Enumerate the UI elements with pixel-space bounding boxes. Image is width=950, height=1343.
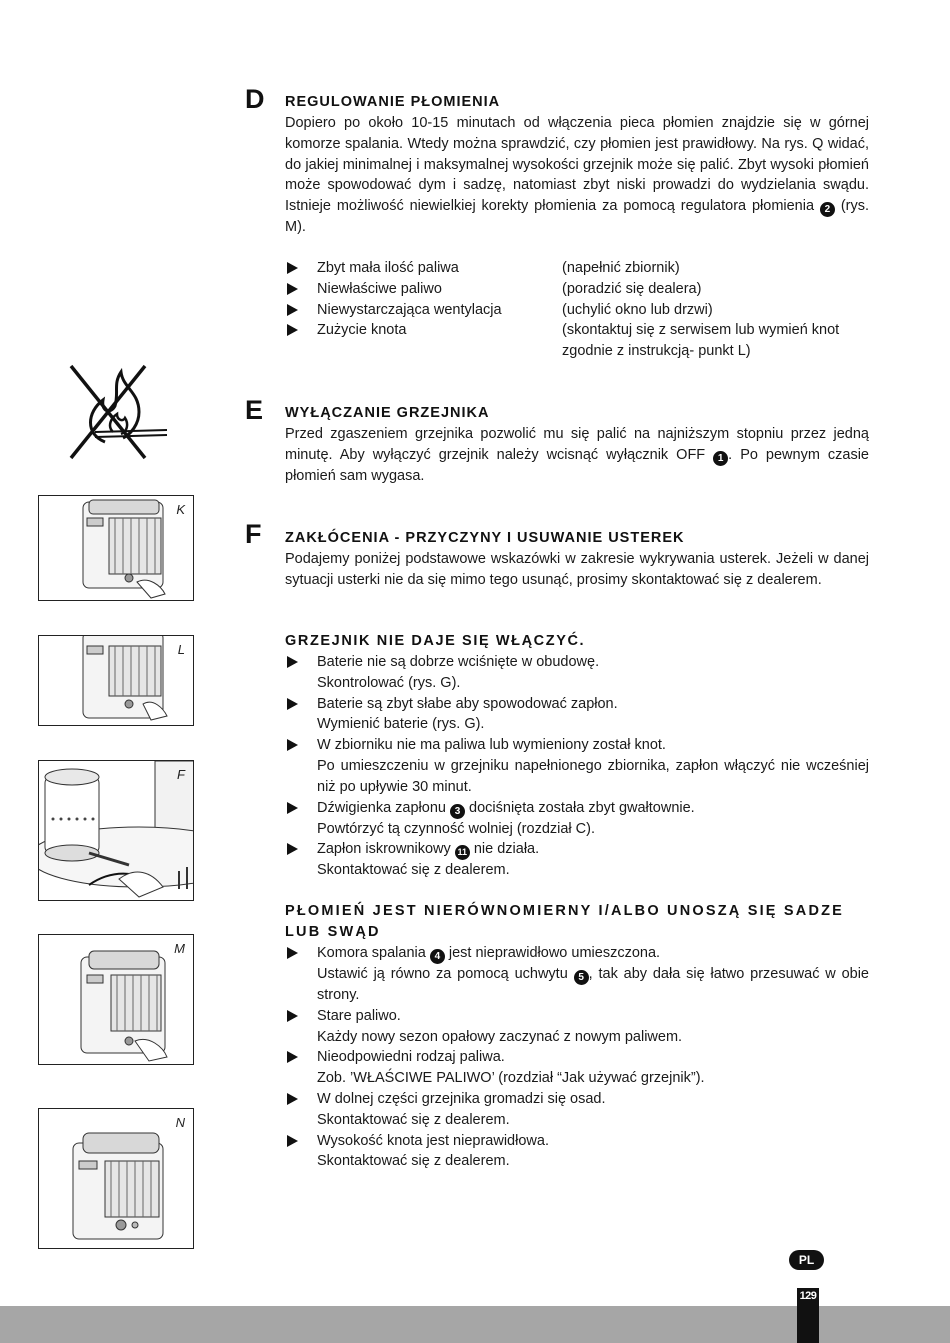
cause-row: Niewystarczająca wentylacja (uchylić okno lub drzwi): [285, 300, 869, 321]
page-number: 129: [799, 1290, 817, 1302]
flame-causes-table: [285, 258, 869, 362]
bullet-arrow-icon: [287, 1010, 298, 1022]
list-item: Nieodpowiedni rodzaj paliwa. Zob. ’WŁAŚCIWE PALIWO’ (rozdział “Jak używać grzejnik”).: [285, 1047, 869, 1089]
heater-illustration: [39, 935, 194, 1065]
bullet-arrow-icon: [287, 947, 298, 959]
component-number-badge: 2: [820, 202, 835, 217]
section-e-paragraph: Przed zgaszeniem grzejnika pozwolić mu się palić na najniższym stopniu przez jedną minutę. Aby wyłączyć grzejnik należy wcisnąć wyłącznik OFF 1 . Po pewnym czasie płomień sam wygasa.: [285, 426, 869, 484]
list-item: Dźwigienka zapłonu 3 dociśnięta została zbyt gwałtownie. Powtórzyć tą czynność wolniej (rozdział C).: [285, 798, 869, 840]
bullet-arrow-icon: [287, 1093, 298, 1105]
no-flame-warning-icon: [65, 362, 170, 462]
section-d-title: REGULOWANIE PŁOMIENIA: [285, 94, 501, 110]
bullet-arrow-icon: [287, 1051, 298, 1063]
section-f-title: ZAKŁÓCENIA - PRZYCZYNY I USUWANIE USTEREK: [285, 530, 685, 546]
figure-l: [38, 635, 194, 726]
figure-label: L: [177, 642, 185, 657]
bullet-arrow-icon: [287, 1135, 298, 1147]
figure-label: F: [177, 767, 185, 782]
list-item: Baterie są zbyt słabe aby spowodować zapłon. Wymienić baterie (rys. G).: [285, 694, 869, 736]
fuel-tank-illustration: [39, 761, 194, 901]
no-ignition-list: [285, 652, 869, 881]
section-e-title: WYŁĄCZANIE GRZEJNIKA: [285, 405, 490, 421]
list-item: Stare paliwo. Każdy nowy sezon opałowy zaczynać z nowym paliwem.: [285, 1006, 869, 1048]
language-badge: PL: [789, 1250, 824, 1270]
section-f-intro: Podajemy poniżej podstawowe wskazówki w zakresie wykrywania usterek. Jeżeli w danej sytuacji usterki nie da się mimo tego usunąć, prosimy skontaktować się z dealerem.: [285, 551, 869, 588]
cause-row: Zbyt mała ilość paliwa (napełnić zbiornik): [285, 258, 869, 279]
bullet-arrow-icon: [287, 698, 298, 710]
section-d-paragraph: Dopiero po około 10-15 minutach od włączenia pieca płomien znajdzie się w górnej komorze spalania. Wtedy można sprawdzić, czy płomien jest prawidłowy. Na rys. Q widać, do jakiej minimalnej i maksymalnej wysokości grzejnik może się palić. Zbyt wysoki płomień może spowodować dym i sadzę, natomiast zbyt niski prowadzi do wydzielania swądu. Istnieje możliwość niewielkiej korekty płomienia za pomocą regulatora płomienia 2 (rys. M).: [285, 115, 870, 236]
section-letter-d: D: [245, 84, 265, 114]
cause-row: Niewłaściwe paliwo (poradzić się dealera): [285, 279, 869, 300]
subsection-no-ignition-title: GRZEJNIK NIE DAJE SIĘ WŁĄCZYĆ.: [285, 633, 586, 649]
bullet-arrow-icon: [287, 283, 298, 295]
list-item: Zapłon iskrownikowy 11 nie działa. Skontaktować się z dealerem.: [285, 839, 869, 881]
component-number-badge: 1: [713, 451, 728, 466]
figure-f: [38, 760, 194, 901]
bullet-arrow-icon: [287, 262, 298, 274]
heater-illustration: [39, 496, 194, 601]
list-item: Wysokość knota jest nieprawidłowa. Skontaktować się z dealerem.: [285, 1131, 869, 1173]
bullet-arrow-icon: [287, 843, 298, 855]
list-item: Komora spalania 4 jest nieprawidłowo umieszczona. Ustawić ją równo za pomocą uchwytu 5 , tak aby dała się łatwo przesuwać w obie strony.: [285, 943, 869, 1006]
figure-label: N: [175, 1115, 185, 1130]
subsection-uneven-flame-title: PŁOMIEŃ JEST NIERÓWNOMIERNY I/ALBO UNOSZĄ SIĘ SADZE LUB SWĄD: [285, 903, 845, 940]
heater-illustration: [39, 1109, 194, 1249]
bullet-arrow-icon: [287, 802, 298, 814]
figure-k: [38, 495, 194, 601]
bullet-arrow-icon: [287, 324, 298, 336]
bullet-arrow-icon: [287, 656, 298, 668]
figure-n: [38, 1108, 194, 1249]
heater-illustration: [39, 636, 194, 726]
list-item: W zbiorniku nie ma paliwa lub wymieniony został knot. Po umieszczeniu w grzejniku napełnionego zbiornika, zapłon włączyć nie wcześniej niż po upływie 30 minut.: [285, 735, 869, 797]
component-number-badge: 3: [450, 804, 465, 819]
figure-m: [38, 934, 194, 1065]
section-letter-e: E: [245, 395, 264, 425]
figure-label: M: [174, 941, 185, 956]
component-number-badge: 11: [455, 845, 470, 860]
uneven-flame-list: [285, 943, 869, 1172]
cause-row: Zużycie knota (skontaktuj się z serwisem lub wymień knot zgodnie z instrukcją- punkt L): [285, 320, 869, 362]
list-item: Baterie nie są dobrze wciśnięte w obudowę. Skontrolować (rys. G).: [285, 652, 869, 694]
bullet-arrow-icon: [287, 739, 298, 751]
section-letter-f: F: [245, 519, 262, 549]
component-number-badge: 4: [430, 949, 445, 964]
list-item: W dolnej części grzejnika gromadzi się osad. Skontaktować się z dealerem.: [285, 1089, 869, 1131]
component-number-badge: 5: [574, 970, 589, 985]
bullet-arrow-icon: [287, 304, 298, 316]
figure-label: K: [176, 502, 185, 517]
